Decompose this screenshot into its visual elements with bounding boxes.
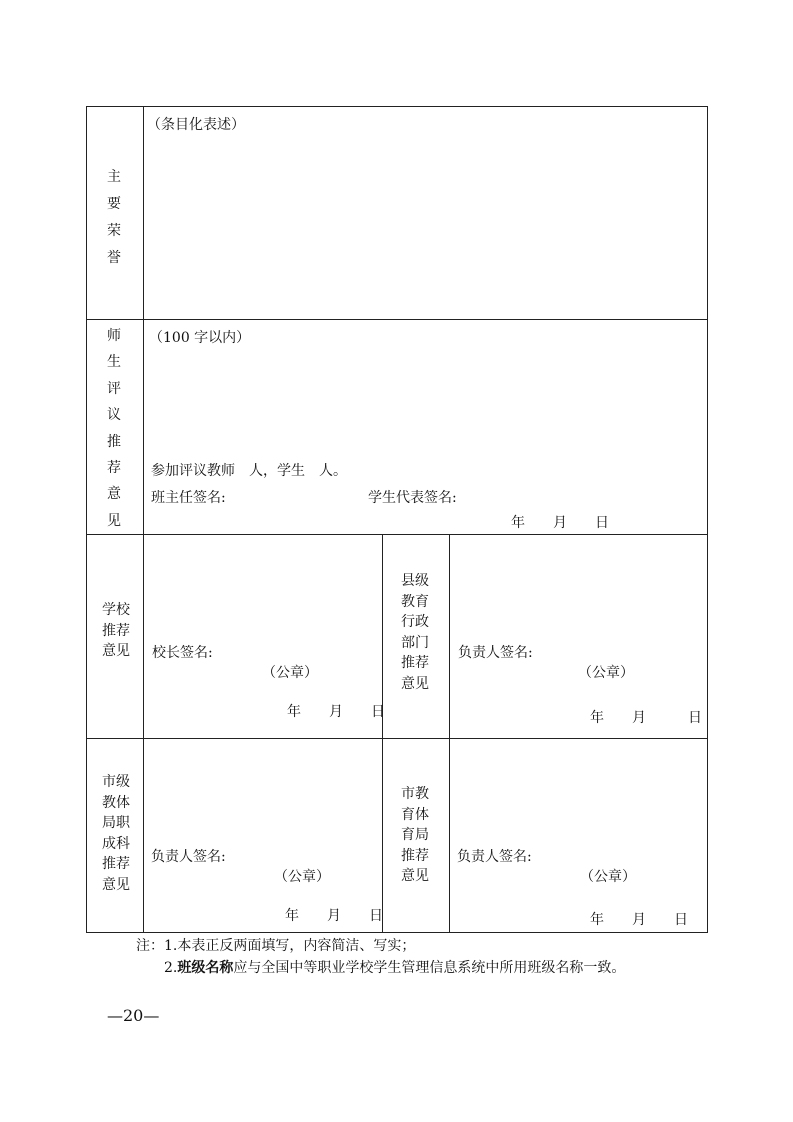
note-line-2 — [164, 959, 625, 977]
middle-divider-left — [382, 534, 383, 933]
note-line-2-emphasis: 班级名称 — [177, 960, 234, 976]
row-divider-2 — [86, 534, 708, 535]
row-divider-1 — [86, 319, 708, 320]
evaluation-hint: （100 字以内） — [149, 330, 251, 346]
honors-label — [104, 166, 124, 274]
evaluation-date: 年 月 日 — [511, 515, 609, 531]
city-vocational-signature-label: 负责人签名: — [151, 849, 226, 865]
evaluation-label-char: 推 — [107, 433, 121, 450]
honors-label-char: 誉 — [107, 250, 121, 266]
page-number: —20— — [107, 1006, 160, 1025]
table-border-bottom — [86, 932, 708, 933]
evaluation-label-char: 议 — [107, 407, 121, 424]
note-line-2-text: 应与全国中等职业学校学生管理信息系统中所用班级名称一致。 — [233, 960, 626, 976]
table-border-left — [86, 106, 87, 933]
evaluation-label-char: 师 — [107, 328, 121, 344]
note-line-2-number: 2. — [164, 960, 178, 976]
county-signature-label: 负责人签名: — [458, 645, 533, 661]
city-education-signature-label: 负责人签名: — [457, 849, 532, 865]
evaluation-label-char: 生 — [107, 354, 121, 371]
city-education-date: 年 月 日 — [590, 912, 688, 928]
school-date: 年 月 日 — [287, 704, 385, 720]
honors-label-char: 荣 — [107, 223, 121, 239]
evaluation-label-char: 荐 — [107, 459, 121, 476]
evaluation-label-char: 见 — [107, 512, 121, 529]
city-vocational-seal: （公章） — [274, 869, 330, 885]
head-teacher-signature-label: 班主任签名: — [151, 490, 226, 506]
student-rep-signature-label: 学生代表签名: — [368, 490, 457, 506]
county-date: 年 月 日 — [590, 710, 702, 726]
table-border-right — [707, 106, 708, 933]
city-education-seal: （公章） — [580, 869, 636, 885]
city-education-recommend-label: 市教 育体 育局 推荐 意见 — [401, 786, 429, 884]
honors-label-char: 主 — [107, 169, 121, 185]
row-divider-3 — [86, 738, 708, 739]
city-vocational-recommend-label: 市级 教体 局职 成科 推荐 意见 — [102, 774, 130, 893]
principal-signature-label: 校长签名: — [152, 645, 213, 661]
school-seal: （公章） — [262, 665, 318, 681]
note-line-1: 注：1.本表正反两面填写，内容简洁、写实； — [136, 938, 416, 954]
table-border-top — [86, 106, 708, 107]
evaluation-label-char: 评 — [107, 380, 121, 397]
honors-label-char: 要 — [107, 196, 121, 212]
evaluation-label-char: 意 — [107, 486, 121, 503]
school-recommend-label: 学校 推荐 意见 — [102, 602, 130, 659]
county-seal: （公章） — [578, 665, 634, 681]
city-vocational-date: 年 月 日 — [285, 908, 383, 924]
label-column-divider — [143, 106, 144, 933]
middle-divider-right — [449, 534, 450, 933]
honors-hint: （条目化表述） — [147, 117, 245, 133]
county-recommend-label: 县级 教育 行政 部门 推荐 意见 — [401, 573, 429, 692]
evaluation-label — [104, 325, 124, 536]
evaluation-participants: 参加评议教师 人，学生 人。 — [151, 463, 347, 479]
